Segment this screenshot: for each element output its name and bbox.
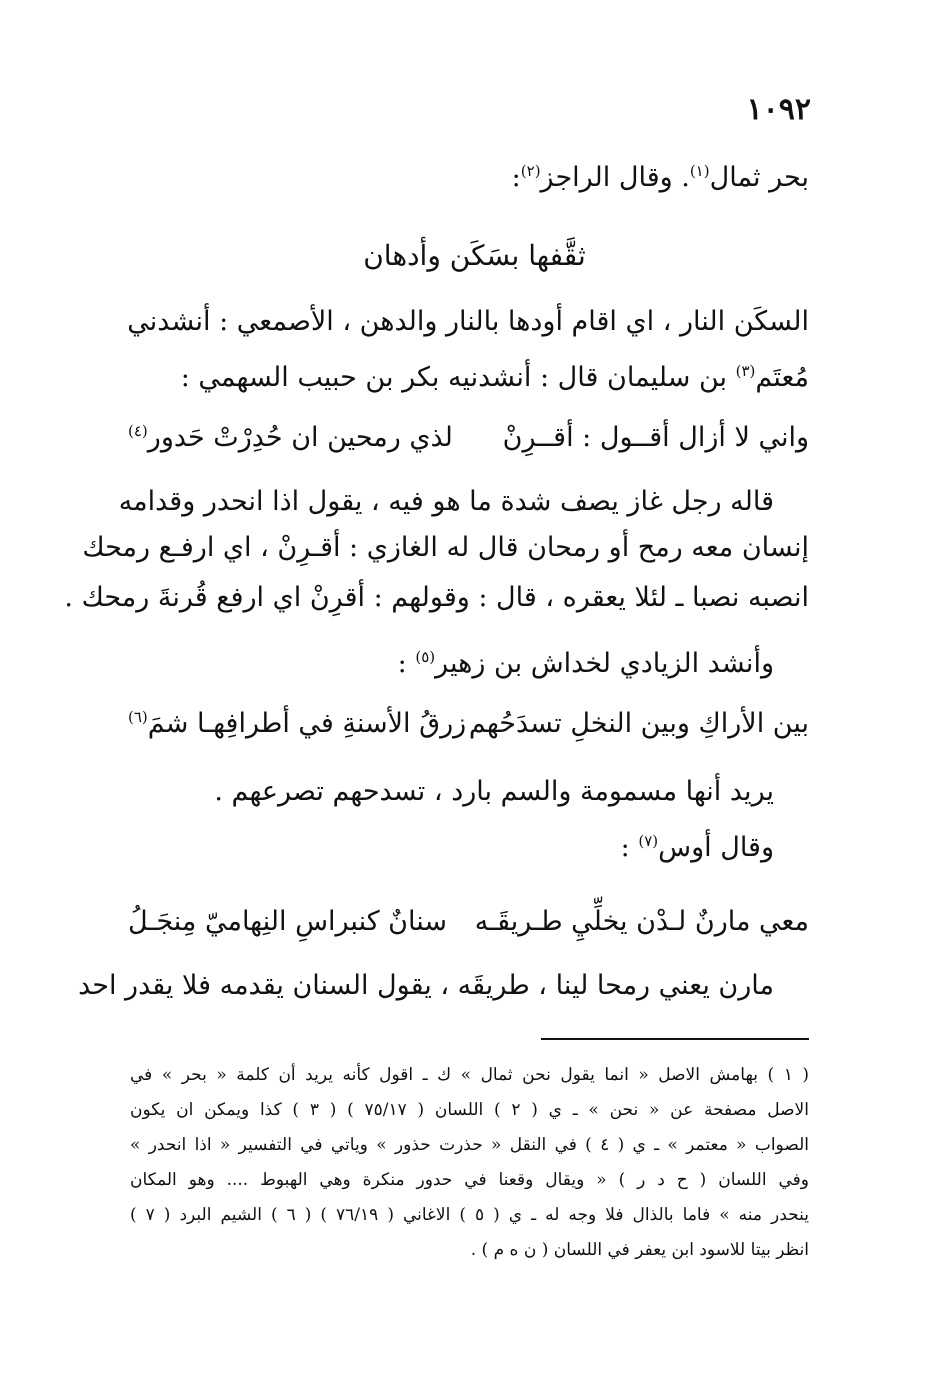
footnote-ref-1: (١): [689, 162, 710, 180]
text-line-14: مارن يعني رمحا لينا ، طريقَه ، يقول السنان يقدمه فلا يقدر احد: [78, 970, 774, 1001]
footnote-line: الصواب « معتمر » ـ ي ( ٤ ) في النقل « حذرت حذور » وياتي في التفسير « اذا انحدر »: [130, 1135, 809, 1155]
text-line-7: إنسان معه رمح أو رمحان قال له الغازي : أقـرِنْ ، اي ارفـع رمحك: [82, 532, 809, 563]
text-line-4-b: بن سليمان قال : أنشدنيه بكر بن حبيب السهمي :: [180, 362, 736, 393]
verse-2-second-hemistich: [128, 704, 466, 744]
footnote-line: انظر بيتا للاسود ابن يعفر في اللسان ( ن ه م ) .: [470, 1240, 809, 1260]
footnote-ref-6: (٦): [128, 708, 148, 726]
text-line-1-b: . وقال الراجز: [540, 162, 690, 193]
footnote-ref-3: (٣): [735, 362, 756, 380]
text-line-9-b: :: [397, 648, 416, 679]
verse-2-second-text: زرقُ الأسنةِ في أطرافِهـا شمَ: [147, 708, 467, 739]
verse-1-second-text: لذي رمحين ان حُدِرْتْ حَدور: [147, 422, 453, 453]
verse-2: [128, 704, 809, 744]
footnote-ref-7: (٧): [638, 832, 659, 850]
verse-3-second-hemistich: سنانٌ كنبراسِ النِهاميّ مِنجَـلُ: [128, 906, 447, 937]
verse-1: [128, 418, 809, 458]
text-line-11: يريد أنها مسمومة والسم بارد ، تسدحهم تصرعهم .: [214, 776, 774, 807]
text-line-4-a: مُعتَم: [755, 362, 809, 393]
text-line-9: [128, 644, 774, 684]
footnote-ref-4: (٤): [128, 422, 148, 440]
verse-3-first-hemistich: معي مارنٌ لـدْن يخلِّيِ طـريقَـه: [474, 906, 809, 937]
footnote-line: الاصل مصفحة عن « نحن » ـ ي ( ٢ ) اللسان ( ٧٥/١٧ ) ( ٣ ) كذا ويمكن ان يكون: [130, 1100, 809, 1120]
text-line-8: انصبه نصبا ـ لئلا يعقره ، قال : وقولهم : أقرِنْ اي ارفع قُرنةَ رمحك .: [64, 582, 809, 613]
text-line-9-a: وأنشد الزيادي لخداش بن زهير: [435, 648, 774, 679]
page-number: ١٠٩٢: [746, 92, 811, 127]
footnote-line: ينحدر منه » فاما بالذال فلا وجه له ـ ي ( ٥ ) الاغاني ( ٧٦/١٩ ) ( ٦ ) الشيم البرد ( ٧ ): [130, 1205, 809, 1225]
verse-2-first-hemistich: بين الأراكِ وبين النخلِ تسدَحُهم: [468, 708, 809, 739]
footnote-separator: [541, 1038, 809, 1040]
verse-1-second-hemistich: [128, 418, 453, 458]
text-line-3: السكَن النار ، اي اقام أودها بالنار والدهن ، الأصمعي : أنشدني: [127, 306, 809, 337]
text-line-1-a: بحر ثمال: [709, 162, 809, 193]
footnote-ref-2: (٢): [520, 162, 541, 180]
footnote-line: ( ١ ) بهامش الاصل « انما يقول نحن ثمال » ك ـ اقول كأنه يريد أن كلمة « بحر » في: [130, 1065, 809, 1085]
text-line-1-c: :: [511, 162, 521, 193]
footnote-line: وفي اللسان ( ح د ر ) « ويقال وقعنا في حدور منكرة وهي الهبوط .... وهو المكان: [130, 1170, 809, 1190]
centered-verse: ثقَّفها بسَكَن وأدهان: [363, 239, 586, 272]
text-line-12-b: :: [620, 832, 639, 863]
text-line-12-a: وقال أوس: [658, 832, 774, 863]
text-line-6: قاله رجل غاز يصف شدة ما هو فيه ، يقول اذا انحدر وقدامه: [118, 486, 774, 517]
verse-3: [128, 902, 809, 942]
text-line-4: [128, 358, 809, 398]
text-line-12: [128, 828, 774, 868]
footnote-ref-5: (٥): [415, 648, 436, 666]
text-line-1: [128, 158, 809, 198]
verse-1-first-hemistich: واني لا أزال أقــول : أقــرِنْ: [502, 422, 809, 453]
